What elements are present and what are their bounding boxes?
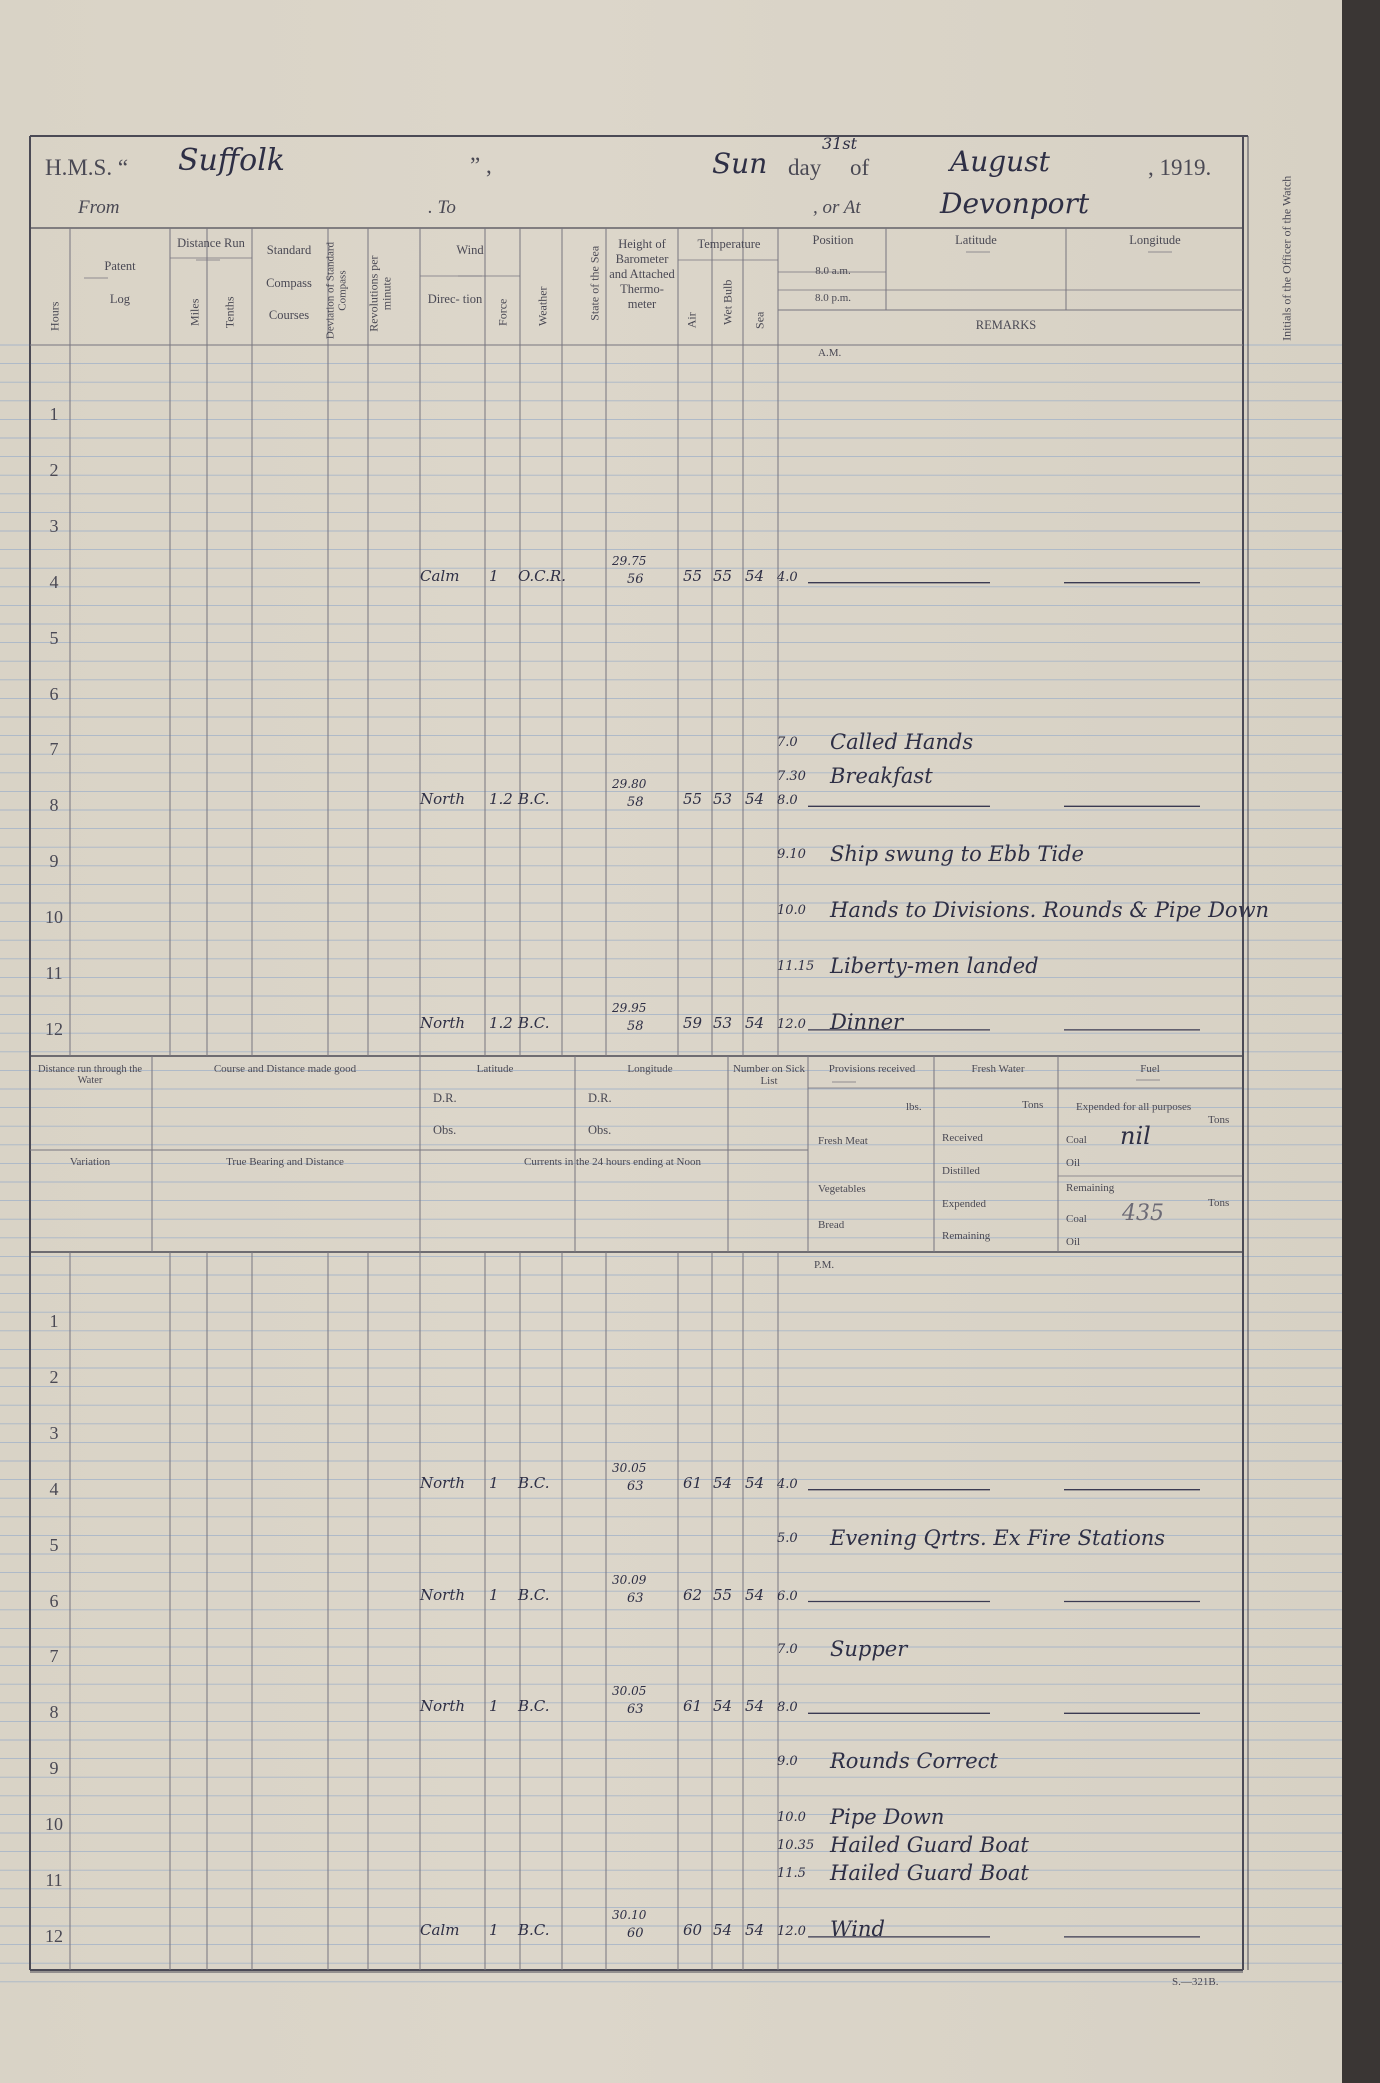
am-remark-time: 4.0 [777,569,798,585]
noon-sick-list: Number on Sick List [732,1063,806,1087]
fuel-coal-2: Coal [1066,1213,1087,1225]
fresh-water-tons: Tons [1022,1099,1044,1111]
pm-temp-air: 61 [683,1473,703,1492]
col-tenths: Tenths [222,296,237,329]
am-temp-sea: 54 [745,790,765,809]
am-remark-time: 7.30 [777,768,806,784]
am-remark-time: 9.10 [777,847,806,863]
am-weather: B.C. [518,1013,550,1032]
am-remark-time: 11.15 [777,959,815,974]
pm-wind-force: 1 [489,1473,499,1492]
fuel-oil-1: Oil [1066,1157,1081,1169]
col-wind: Wind [456,243,484,257]
provisions-fresh-meat: Fresh Meat [818,1135,868,1147]
pm-wind-force: 1 [489,1920,499,1939]
noon-dist-water: Distance run through the Water [37,1064,143,1087]
am-hour-label: 9 [49,851,59,872]
pm-hour-label: 6 [49,1590,59,1611]
pm-remark-time: 11.5 [777,1866,806,1881]
col-latitude: Latitude [955,233,997,247]
pm-therm: 63 [627,1590,644,1606]
pm-remark-text: Pipe Down [830,1805,945,1830]
pm-hour-label: 11 [45,1870,63,1890]
noon-longitude: Longitude [627,1063,673,1075]
am-therm: 56 [627,571,644,587]
am-temp-wet: 53 [713,790,733,809]
pm-remark-time: 10.35 [777,1838,815,1854]
pm-therm: 63 [627,1702,644,1718]
month: August [950,145,1050,178]
pm-temp-air: 60 [683,1920,703,1939]
pm-wind-force: 1 [489,1697,499,1716]
am-therm: 58 [627,795,644,811]
am-temp-air: 55 [683,566,703,585]
am-wind-direction: North [420,1013,466,1032]
am-wind-force: 1.2 [489,790,513,809]
pm-temp-sea: 54 [745,1585,765,1604]
col-standard: Standard [266,243,312,257]
am-weather: O.C.R. [518,566,566,585]
noon-lat-obs: Obs. [433,1123,457,1137]
day-name: Sun [712,147,768,180]
fuel-coal-expended: nil [1120,1122,1151,1150]
am-label: A.M. [818,347,842,359]
am-remark-time: 8.0 [777,793,798,809]
ship-close: ” , [470,153,492,178]
col-am-time: 8.0 a.m. [815,265,851,277]
fuel-oil-2: Oil [1066,1236,1081,1248]
am-barometer: 29.75 [612,553,647,568]
col-miles: Miles [187,298,202,326]
am-weather: B.C. [518,790,550,809]
pm-wind-force: 1 [489,1585,499,1604]
am-hour-label: 6 [49,683,59,704]
col-direction: Direc- tion [427,292,483,306]
pm-temp-wet: 54 [713,1473,733,1492]
am-temp-sea: 54 [745,566,765,585]
am-remark-time: 12.0 [777,1016,806,1032]
am-wind-force: 1.2 [489,1013,513,1032]
col-wet-bulb: Wet Bulb [720,279,735,325]
from-label: From [78,197,120,218]
am-temp-wet: 53 [713,1013,733,1032]
am-wind-force: 1 [489,566,499,585]
form-number: S.—321B. [1172,1976,1219,1988]
col-initials: Initials of the Officer of the Watch [1279,175,1294,341]
pm-hour-label: 1 [49,1311,59,1331]
col-longitude: Longitude [1129,233,1181,247]
pm-barometer: 30.05 [612,1460,647,1475]
am-hour-label: 12 [45,1018,63,1039]
fuel-coal-remaining: 435 [1122,1201,1164,1226]
day-ordinal: 31st [822,134,857,153]
am-temp-air: 59 [683,1013,703,1032]
col-position: Position [812,233,854,247]
am-therm: 58 [627,1018,644,1034]
pm-remark-time: 10.0 [777,1810,806,1826]
noon-course-dist: Course and Distance made good [213,1063,357,1075]
fuel-remaining: Remaining [1066,1182,1115,1194]
pm-weather: B.C. [518,1920,550,1939]
pm-weather: B.C. [518,1697,550,1716]
noon-variation: Variation [69,1156,111,1168]
col-deviation: Deviation of Standard Compass [324,241,348,340]
am-hour-label: 7 [49,739,59,760]
col-revolutions: Revolutions per minute [366,255,393,332]
noon-lat-dr: D.R. [433,1091,457,1105]
pm-remark-time: 12.0 [777,1923,806,1939]
pm-temp-sea: 54 [745,1473,765,1492]
pm-temp-wet: 55 [713,1585,733,1604]
am-remark-time: 7.0 [777,735,798,751]
pm-wind-direction: Calm [420,1920,460,1939]
noon-latitude: Latitude [476,1063,514,1075]
am-remark-text: Breakfast [830,763,933,788]
pm-remark-text: Rounds Correct [830,1749,998,1774]
am-hour-label: 1 [49,404,59,424]
or-at-label: , or At [813,197,861,218]
pm-hour-label: 8 [49,1702,59,1723]
fresh-water-header: Fresh Water [971,1063,1025,1075]
pm-remark-text: Evening Qrtrs. Ex Fire Stations [830,1525,1166,1550]
to-label: . To [428,197,456,218]
pm-hour-label: 3 [49,1422,59,1443]
pm-remark-time: 9.0 [777,1754,798,1770]
noon-long-dr: D.R. [588,1091,612,1105]
noon-currents: Currents in the 24 hours ending at Noon [524,1156,701,1168]
pm-hour-label: 9 [49,1758,59,1779]
pm-remark-text: Supper [830,1637,908,1662]
col-state-sea: State of the Sea [587,245,602,321]
am-barometer: 29.95 [612,1000,647,1015]
col-force: Force [495,298,510,326]
col-patent: Patent [104,259,136,273]
pm-therm: 63 [627,1478,644,1494]
col-air: Air [684,312,699,329]
pm-hour-label: 2 [49,1366,59,1387]
am-temp-air: 55 [683,790,703,809]
pm-temp-sea: 54 [745,1920,765,1939]
pm-remark-time: 7.0 [777,1642,798,1658]
am-barometer: 29.80 [612,777,647,792]
fuel-tons-1: Tons [1208,1114,1230,1126]
pm-hour-label: 10 [45,1814,63,1835]
am-hour-label: 3 [49,515,59,536]
col-log: Log [109,292,131,306]
pm-weather: B.C. [518,1473,550,1492]
pm-barometer: 30.09 [612,1572,647,1587]
noon-true-bearing: True Bearing and Distance [226,1156,344,1168]
pm-wind-direction: North [420,1697,466,1716]
am-hour-label: 5 [49,627,59,648]
fuel-tons-2: Tons [1208,1197,1230,1209]
col-weather: Weather [535,286,550,327]
col-hours: Hours [47,301,62,331]
am-remark-time: 10.0 [777,903,806,919]
fuel-header: Fuel [1140,1063,1160,1075]
pm-remark-time: 4.0 [777,1476,798,1492]
place: Devonport [940,187,1090,220]
am-temp-wet: 55 [713,566,733,585]
col-barometer: Height of Barometer and Attached Thermo- meter [609,237,675,311]
pm-wind-direction: North [420,1585,466,1604]
noon-long-obs: Obs. [588,1123,612,1137]
pm-temp-air: 61 [683,1697,703,1716]
am-hour-label: 4 [49,571,59,592]
provisions-vegetables: Vegetables [818,1183,866,1195]
ship-name: Suffolk [178,143,285,178]
am-temp-sea: 54 [745,1013,765,1032]
pm-remark-text: Hailed Guard Boat [830,1833,1029,1858]
pm-temp-wet: 54 [713,1697,733,1716]
provisions-lbs: lbs. [906,1101,922,1113]
provisions-header: Provisions received [828,1063,916,1075]
am-wind-direction: North [420,790,466,809]
provisions-bread: Bread [818,1219,845,1231]
am-wind-direction: Calm [420,566,460,585]
day-label: day [788,155,822,180]
col-courses: Courses [268,308,310,322]
col-remarks: REMARKS [975,318,1037,332]
am-remark-text: Dinner [830,1009,904,1034]
am-remark-text: Called Hands [830,730,974,755]
col-sea: Sea [752,311,767,329]
am-hour-label: 8 [49,795,59,816]
pm-therm: 60 [627,1925,644,1941]
am-remark-text: Hands to Divisions. Rounds & Pipe Down [830,898,1270,923]
am-hour-label: 10 [45,907,63,928]
pm-barometer: 30.05 [612,1684,647,1699]
pm-temp-air: 62 [683,1585,703,1604]
pm-remark-time: 8.0 [777,1700,798,1716]
col-temperature: Temperature [697,237,761,251]
pm-remark-time: 5.0 [777,1530,798,1546]
col-pm-time: 8.0 p.m. [814,292,852,304]
pm-label: P.M. [814,1259,835,1271]
fresh-water-received: Received [942,1132,983,1144]
fuel-coal-1: Coal [1066,1134,1087,1146]
ship-prefix: H.M.S. “ [45,155,129,180]
pm-temp-wet: 54 [713,1920,733,1939]
of-label: of [850,155,870,180]
pm-remark-time: 6.0 [777,1588,798,1604]
year: , 1919. [1148,155,1212,180]
fuel-expended-all: Expended for all purposes [1076,1101,1192,1113]
pm-temp-sea: 54 [745,1697,765,1716]
pm-hour-label: 12 [45,1925,63,1946]
pm-barometer: 30.10 [612,1907,647,1922]
fresh-water-expended: Expended [942,1198,986,1210]
col-compass: Compass [266,276,312,290]
fresh-water-remaining: Remaining [942,1230,991,1242]
fresh-water-distilled: Distilled [942,1165,980,1177]
am-remark-text: Liberty-men landed [830,954,1039,978]
col-distance-run: Distance Run [177,236,245,250]
pm-wind-direction: North [420,1473,466,1492]
pm-remark-text: Hailed Guard Boat [830,1861,1029,1885]
am-hour-label: 11 [45,963,63,983]
pm-hour-label: 4 [49,1478,59,1499]
am-remark-text: Ship swung to Ebb Tide [830,842,1084,867]
am-hour-label: 2 [49,459,59,480]
pm-weather: B.C. [518,1585,550,1604]
pm-remark-text: Wind [830,1916,885,1941]
pm-hour-label: 5 [49,1534,59,1555]
pm-hour-label: 7 [49,1646,59,1667]
